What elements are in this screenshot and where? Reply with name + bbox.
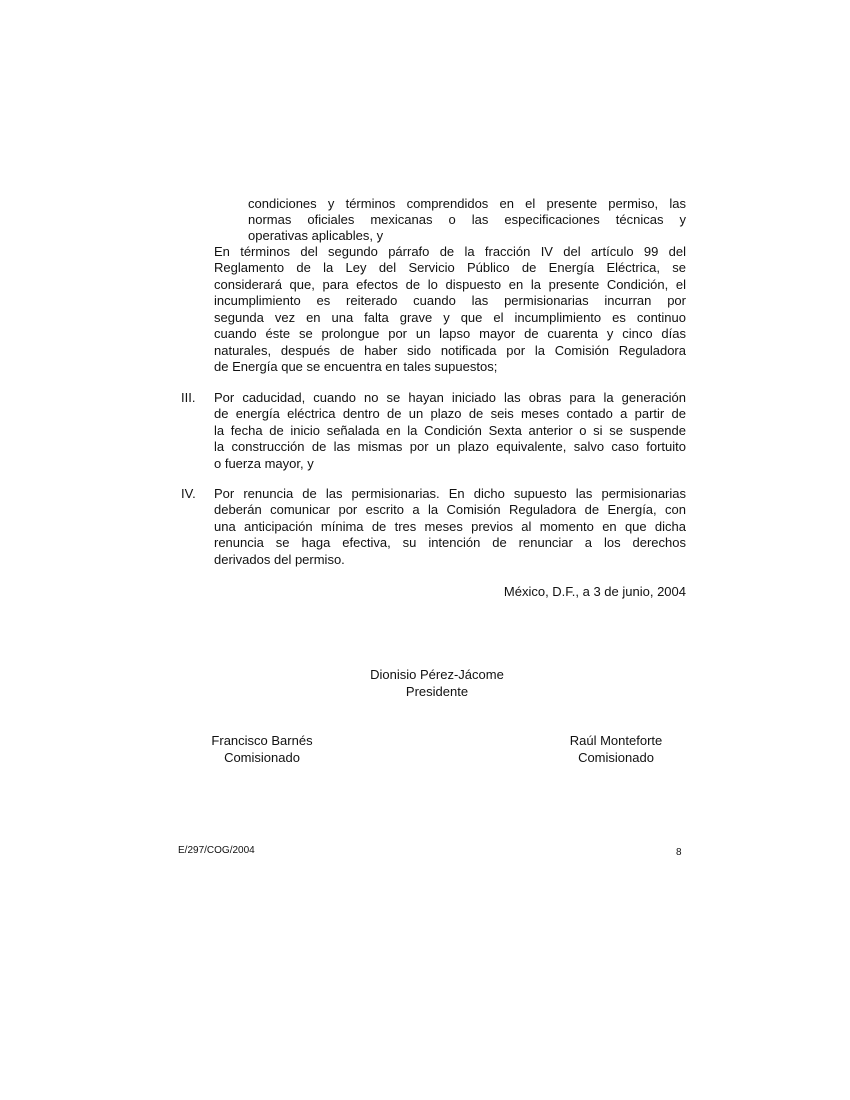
signatory-title: Comisionado [224, 750, 300, 765]
signatory-name: Raúl Monteforte [569, 733, 663, 748]
text-line: Reglamento de la Ley del Servicio Público de Energía Eléctrica, se [214, 260, 686, 275]
text-line: renuncia se haga efectiva, su intención de renunciar a los derechos [214, 535, 686, 550]
signatory-name: Francisco Barnés [211, 733, 313, 748]
text-line: Por renuncia de las permisionarias. En dicho supuesto las permisionarias [214, 486, 686, 501]
signatory-name: Dionisio Pérez-Jácome [370, 667, 504, 682]
text-line: o fuerza mayor, y [214, 456, 314, 471]
text-line: considerará que, para efectos de lo dispuesto en la presente Condición, el [214, 277, 686, 292]
text-line: de energía eléctrica dentro de un plazo de seis meses contado a partir de [214, 406, 686, 421]
text-line: condiciones y términos comprendidos en el presente permiso, las [248, 196, 686, 211]
text-line: de Energía que se encuentra en tales supuestos; [214, 359, 498, 374]
text-line: cuando éste se prolongue por un lapso mayor de cuarenta y cinco días [214, 326, 686, 341]
text-line: operativas aplicables, y [248, 228, 384, 243]
item-number: III. [181, 390, 196, 405]
item-number: IV. [181, 486, 196, 501]
page-number: 8 [676, 847, 682, 858]
text-line: normas oficiales mexicanas o las especificaciones técnicas y [248, 212, 686, 227]
text-line: la construcción de las mismas por un plazo equivalente, salvo caso fortuito [214, 439, 686, 454]
footer-reference: E/297/COG/2004 [178, 845, 255, 856]
text-line: segunda vez en una falta grave y que el incumplimiento es continuo [214, 310, 686, 325]
text-line: deberán comunicar por escrito a la Comisión Reguladora de Energía, con [214, 502, 686, 517]
text-line: derivados del permiso. [214, 552, 345, 567]
text-line: naturales, después de haber sido notificada por la Comisión Reguladora [214, 343, 686, 358]
signatory-title: Comisionado [578, 750, 654, 765]
text-line: Por caducidad, cuando no se hayan iniciado las obras para la generación [214, 390, 686, 405]
text-line: la fecha de inicio señalada en la Condición Sexta anterior o si se suspende [214, 423, 686, 438]
text-line: una anticipación mínima de tres meses previos al momento en que dicha [214, 519, 686, 534]
signatory-title: Presidente [405, 684, 469, 699]
date-line: México, D.F., a 3 de junio, 2004 [503, 584, 686, 599]
text-line: En términos del segundo párrafo de la fracción IV del artículo 99 del [214, 244, 686, 259]
text-line: incumplimiento es reiterado cuando las permisionarias incurran por [214, 293, 686, 308]
